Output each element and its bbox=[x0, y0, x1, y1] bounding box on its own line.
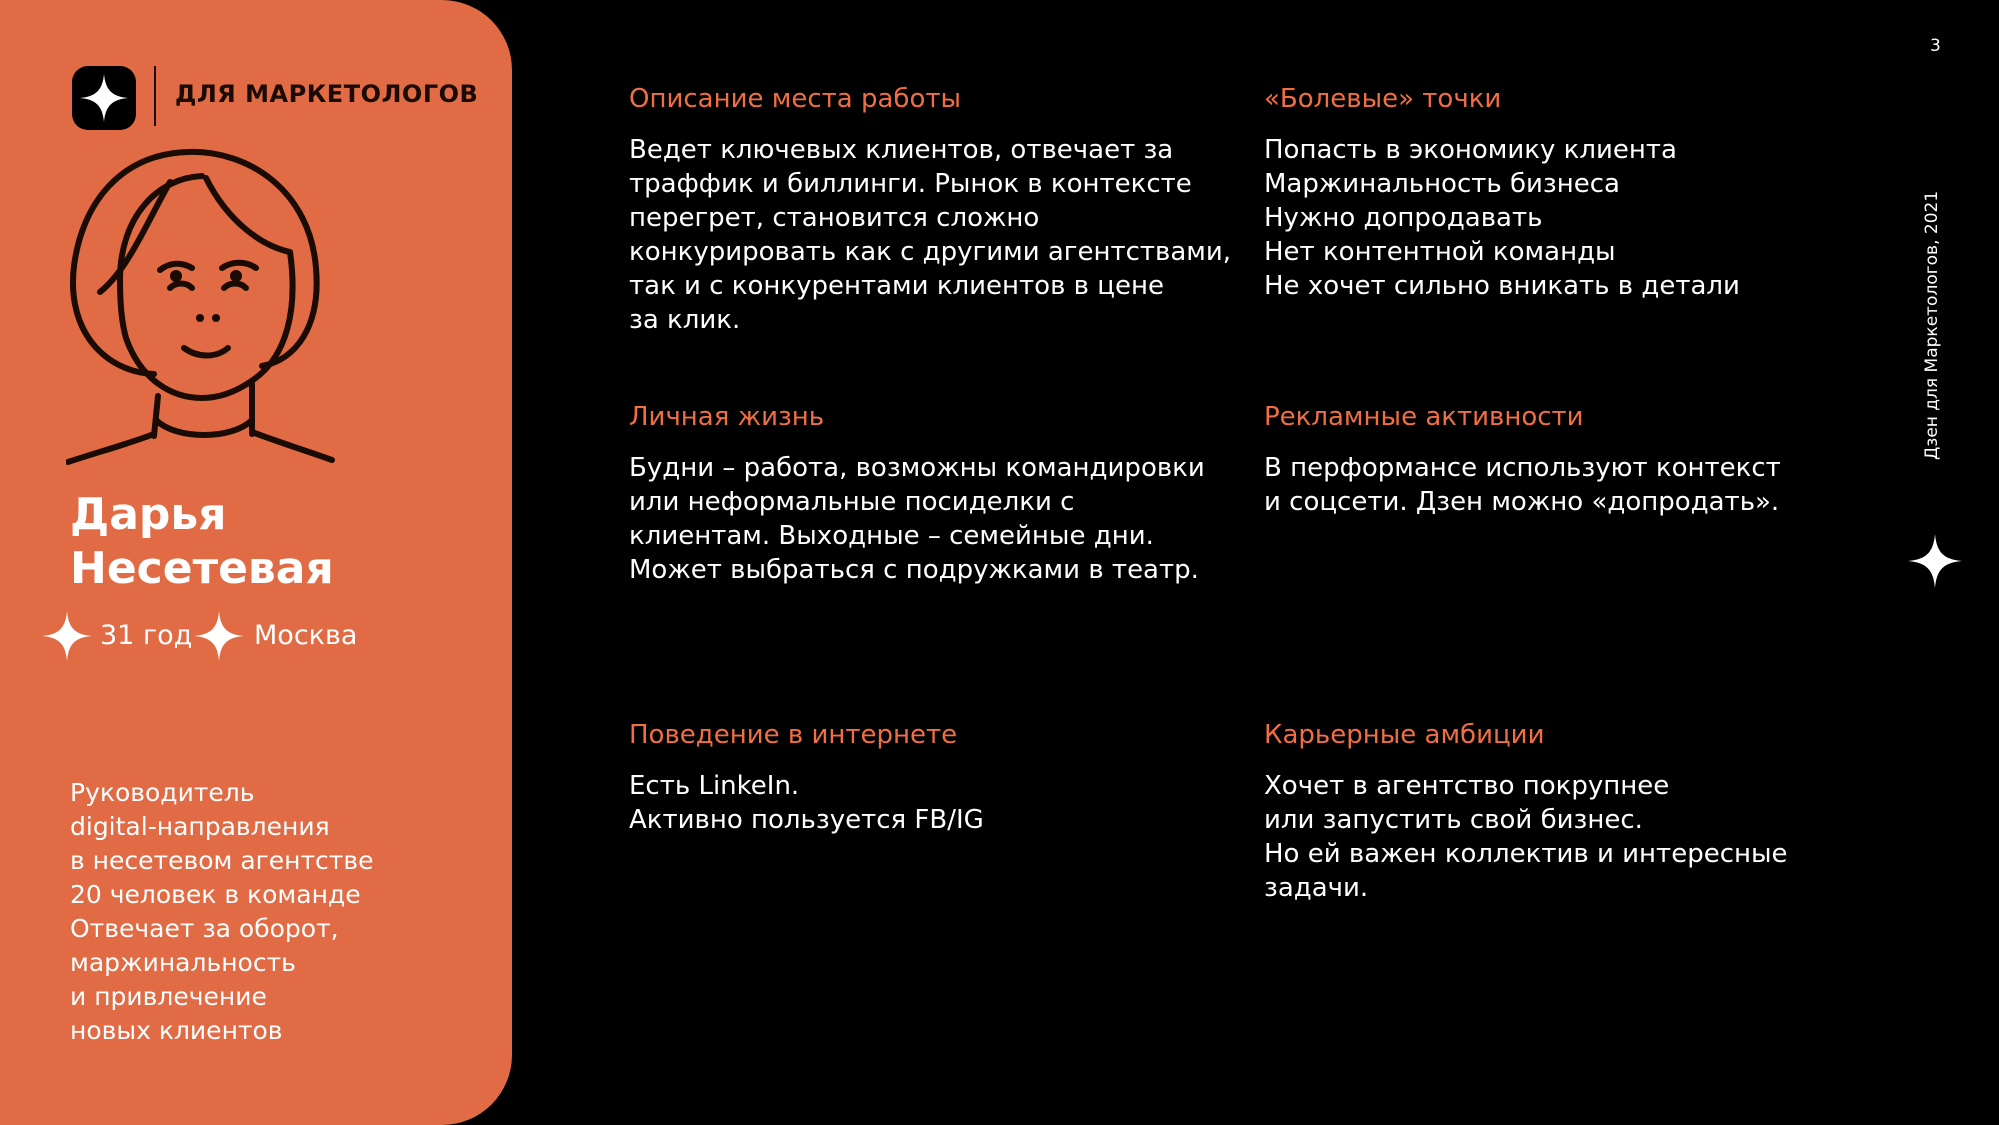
section-career bbox=[1264, 718, 1884, 905]
body-line: траффик и биллинги. Рынок в контексте bbox=[629, 169, 1192, 199]
body-line: Попасть в экономику клиента bbox=[1264, 135, 1677, 165]
body-line: за клик. bbox=[629, 305, 741, 335]
section-body bbox=[1264, 451, 1884, 519]
role-line: новых клиентов bbox=[70, 1016, 283, 1045]
section-title: Личная жизнь bbox=[629, 402, 825, 432]
body-line: так и с конкурентами клиентов в цене bbox=[629, 271, 1164, 301]
persona-role bbox=[70, 776, 490, 1048]
body-line: Нет контентной команды bbox=[1264, 237, 1616, 267]
role-line: маржинальность bbox=[70, 948, 296, 977]
section-title: «Болевые» точки bbox=[1264, 84, 1502, 114]
role-line: в несетевом агентстве bbox=[70, 846, 374, 875]
section-personal-life bbox=[629, 400, 1249, 587]
sparkle-icon bbox=[194, 611, 244, 661]
section-title: Рекламные активности bbox=[1264, 402, 1584, 432]
persona-age: 31 год bbox=[100, 620, 193, 651]
body-line: Маржинальность бизнеса bbox=[1264, 169, 1620, 199]
brand-label: ДЛЯ МАРКЕТОЛОГОВ bbox=[175, 80, 479, 108]
body-line: конкурировать как с другими агентствами, bbox=[629, 237, 1232, 267]
section-body bbox=[1264, 769, 1884, 905]
body-line: Хочет в агентство покрупнее bbox=[1264, 771, 1670, 801]
role-line: Отвечает за оборот, bbox=[70, 914, 339, 943]
body-line: задачи. bbox=[1264, 873, 1369, 903]
vertical-caption: Дзен для Маркетологов, 2021 bbox=[1922, 190, 1942, 460]
body-line: или неформальные посиделки с bbox=[629, 487, 1075, 517]
body-line: Ведет ключевых клиентов, отвечает за bbox=[629, 135, 1174, 165]
section-body bbox=[629, 451, 1249, 587]
section-title: Карьерные амбиции bbox=[1264, 720, 1545, 750]
role-line: и привлечение bbox=[70, 982, 267, 1011]
body-line: Есть LinkeIn. bbox=[629, 771, 800, 801]
person-first-name: Дарья bbox=[70, 489, 227, 540]
body-line: Может выбраться с подружками в театр. bbox=[629, 555, 1199, 585]
persona-portrait-icon bbox=[66, 148, 336, 466]
section-online-behavior bbox=[629, 718, 1249, 837]
persona-meta bbox=[42, 607, 462, 665]
body-line: и соцсети. Дзен можно «допродать». bbox=[1264, 487, 1780, 517]
section-title: Описание места работы bbox=[629, 84, 962, 114]
section-workplace bbox=[629, 82, 1249, 337]
body-line: клиентам. Выходные – семейные дни. bbox=[629, 521, 1154, 551]
persona-panel bbox=[0, 0, 512, 1125]
body-line: Не хочет сильно вникать в детали bbox=[1264, 271, 1740, 301]
section-body bbox=[1264, 133, 1884, 303]
page-number: 3 bbox=[1930, 36, 1941, 56]
section-pain-points bbox=[1264, 82, 1884, 303]
sparkle-icon bbox=[42, 611, 92, 661]
role-line: digital-направления bbox=[70, 812, 330, 841]
person-name bbox=[70, 488, 334, 596]
body-line: Нужно допродавать bbox=[1264, 203, 1543, 233]
persona-city: Москва bbox=[254, 620, 358, 651]
body-line: В перформансе используют контекст bbox=[1264, 453, 1781, 483]
body-line: или запустить свой бизнес. bbox=[1264, 805, 1643, 835]
section-title: Поведение в интернете bbox=[629, 720, 958, 750]
section-ad-activity bbox=[1264, 400, 1884, 519]
sparkle-icon bbox=[1908, 534, 1962, 588]
role-line: 20 человек в команде bbox=[70, 880, 361, 909]
body-line: Активно пользуется FB/IG bbox=[629, 805, 984, 835]
role-line: Руководитель bbox=[70, 778, 255, 807]
body-line: Будни – работа, возможны командировки bbox=[629, 453, 1205, 483]
logo-divider bbox=[154, 66, 156, 126]
body-line: Но ей важен коллектив и интересные bbox=[1264, 839, 1788, 869]
person-last-name: Несетевая bbox=[70, 543, 334, 594]
section-body bbox=[629, 133, 1249, 337]
zen-logo-icon bbox=[72, 66, 136, 130]
body-line: перегрет, становится сложно bbox=[629, 203, 1040, 233]
section-body bbox=[629, 769, 1249, 837]
